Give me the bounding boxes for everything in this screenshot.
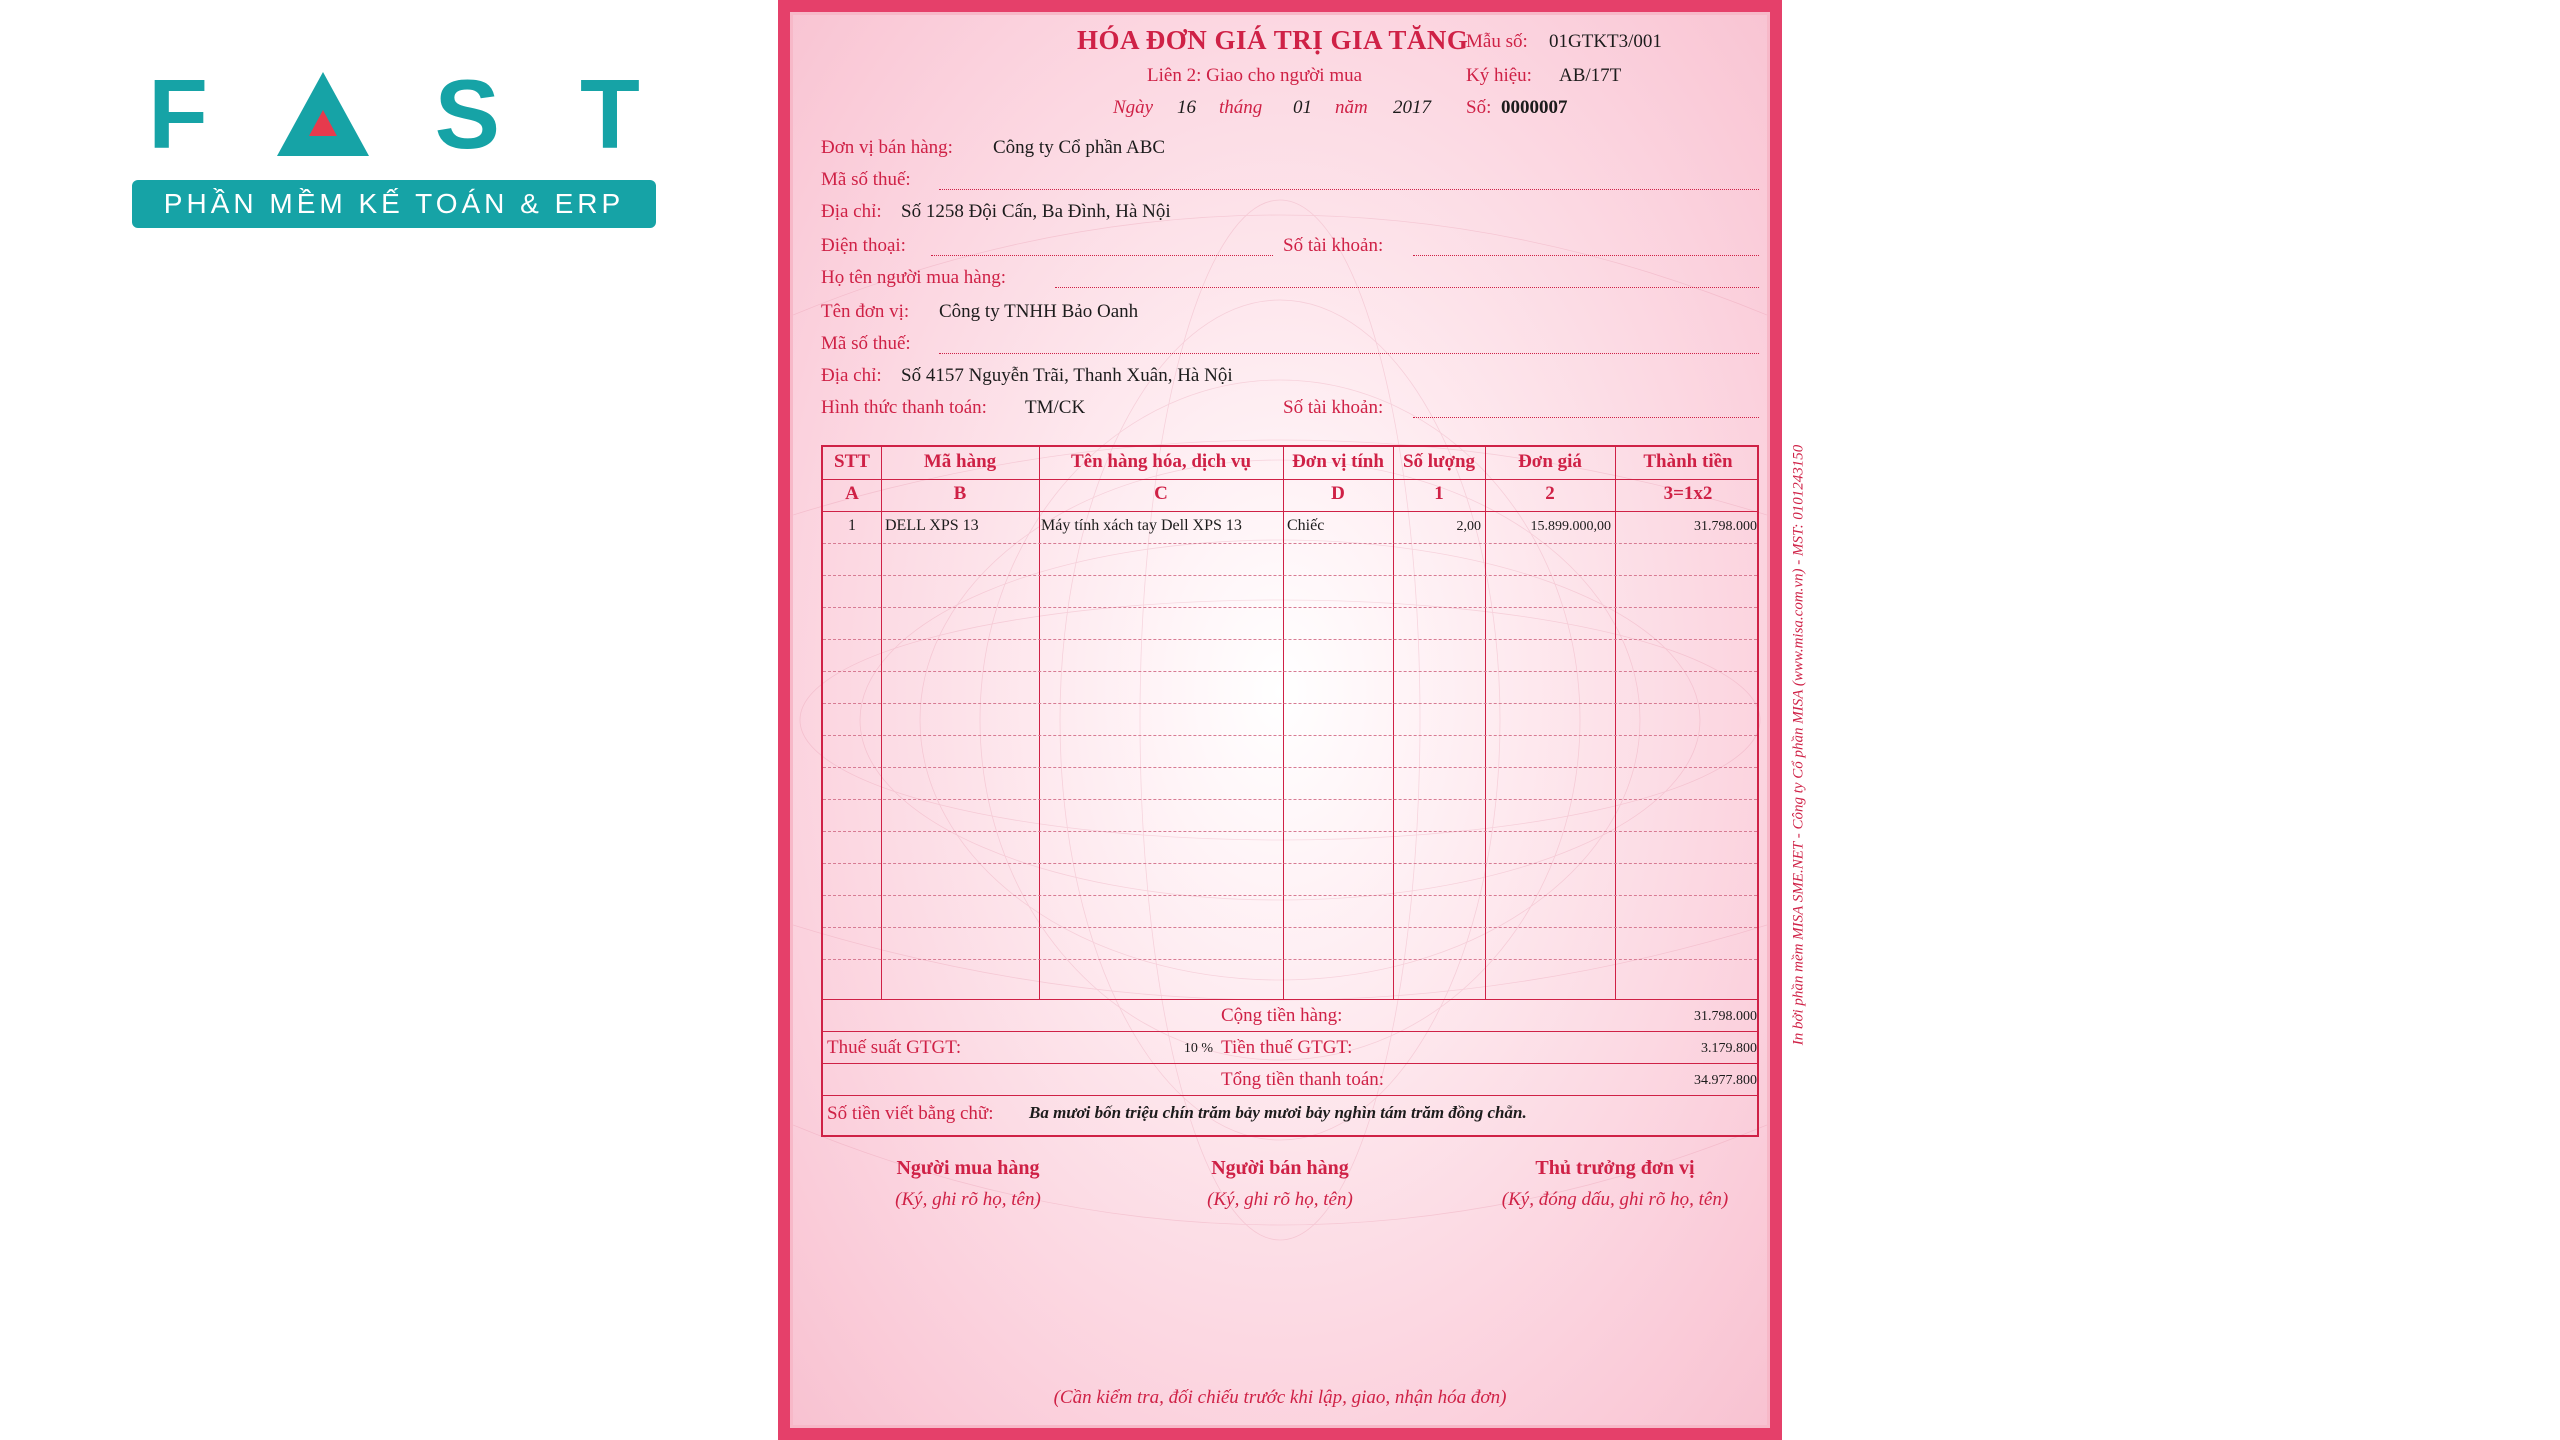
signature-director-title: Thủ trưởng đơn vị [1535,1157,1695,1179]
date-day: 16 [1177,97,1196,118]
copy-note: Liên 2: Giao cho người mua [1147,65,1363,86]
vat-value: 3.179.800 [1701,1041,1757,1056]
vat-label: Tiền thuế GTGT: [1221,1037,1353,1058]
logo-wordmark [132,59,656,169]
signature-buyer-title: Người mua hàng [896,1157,1040,1179]
buyer-payment-label: Hình thức thanh toán: [821,397,987,418]
signature-seller-title: Người bán hàng [1211,1157,1349,1179]
col-code-b: B [953,483,967,504]
row-code: DELL XPS 13 [885,517,979,534]
vat-rate-label: Thuế suất GTGT: [827,1037,962,1058]
signature-seller-note: (Ký, ghi rõ họ, tên) [1207,1189,1353,1210]
buyer-account-line [1413,417,1759,418]
subtotal-label: Cộng tiền hàng: [1221,1005,1343,1026]
fast-logo [132,59,656,230]
seller-tax-label: Mã số thuế: [821,169,911,190]
col-code-1: 1 [1434,483,1444,504]
symbol: AB/17T [1559,65,1622,86]
col-code-2: 2 [1545,483,1555,504]
col-header-price: Đơn giá [1518,451,1582,472]
date-month: 01 [1293,97,1312,118]
total-label: Tổng tiền thanh toán: [1221,1069,1385,1090]
buyer-address-label: Địa chỉ: [821,365,882,386]
buyer-unit: Công ty TNHH Bảo Oanh [939,301,1139,322]
col-header-qty: Số lượng [1402,451,1476,472]
seller-name: Công ty Cổ phần ABC [993,137,1166,158]
col-header-unit: Đơn vị tính [1292,451,1384,472]
seller-account-label: Số tài khoản: [1283,235,1384,256]
signature-director-note: (Ký, đóng dấu, ghi rõ họ, tên) [1501,1189,1729,1210]
printer-side-note-text: In bởi phần mềm MISA SME.NET - Công ty Cổ phần MISA (www.misa.com.vn) - MST: 0101243150 [1790,444,1807,1046]
buyer-payment: TM/CK [1025,397,1086,418]
row-price: 15.899.000,00 [1530,519,1611,534]
seller-name-label: Đơn vị bán hàng: [821,137,953,158]
row-qty: 2,00 [1456,519,1481,534]
symbol-label: Ký hiệu: [1466,65,1532,86]
buyer-address: Số 4157 Nguyễn Trãi, Thanh Xuân, Hà Nội [901,365,1233,386]
buyer-tax-line [939,353,1759,354]
invoice-number: 0000007 [1501,97,1568,118]
col-header-name: Tên hàng hóa, dịch vụ [1070,451,1252,472]
footer-note: (Cần kiểm tra, đối chiếu trước khi lập, giao, nhận hóa đơn) [1053,1387,1507,1408]
logo-tagline: PHẦN MỀM KẾ TOÁN & ERP [132,180,656,228]
amount-words-label: Số tiền viết bằng chữ: [827,1103,994,1124]
amount-words: Ba mươi bốn triệu chín trăm bảy mươi bảy nghìn tám trăm đồng chẵn. [1029,1103,1527,1122]
logo-letter-t: T [580,59,640,169]
col-code-3: 3=1x2 [1663,483,1713,504]
date-year-label: năm [1335,97,1368,118]
col-header-stt: STT [834,451,870,472]
seller-address-label: Địa chỉ: [821,201,882,222]
col-code-a: A [845,483,859,504]
col-header-amount: Thành tiền [1643,451,1733,472]
date-year: 2017 [1393,97,1431,118]
seller-phone-label: Điện thoại: [821,235,906,256]
col-code-c: C [1154,483,1168,504]
buyer-person-line [1055,287,1759,288]
seller-phone-line [931,255,1273,256]
form-no: 01GTKT3/001 [1549,31,1662,52]
row-name: Máy tính xách tay Dell XPS 13 [1041,517,1242,534]
total-value: 34.977.800 [1694,1073,1757,1088]
buyer-account-label: Số tài khoản: [1283,397,1384,418]
invoice-title: HÓA ĐƠN GIÁ TRỊ GIA TĂNG [1077,25,1469,55]
signature-buyer-note: (Ký, ghi rõ họ, tên) [895,1189,1041,1210]
col-code-d: D [1331,483,1345,504]
buyer-tax-label: Mã số thuế: [821,333,911,354]
row-stt: 1 [848,517,856,534]
row-unit: Chiếc [1287,517,1325,534]
col-header-code: Mã hàng [923,451,997,472]
items-table [821,445,1759,1137]
seller-account-line [1413,255,1759,256]
invoice-sheet [778,0,1782,1440]
printer-side-note [1788,360,1810,1130]
seller-tax-line [939,189,1759,190]
form-no-label: Mẫu số: [1466,31,1528,52]
vat-rate-value: 10 % [1183,1041,1213,1056]
seller-address: Số 1258 Đội Cấn, Ba Đình, Hà Nội [901,201,1171,222]
subtotal-value: 31.798.000 [1694,1009,1757,1024]
number-label: Số: [1466,97,1492,118]
row-amount: 31.798.000 [1694,519,1757,534]
logo-letter-s: S [434,59,500,169]
buyer-person-label: Họ tên người mua hàng: [821,267,1006,288]
invoice-body [790,12,1770,1428]
date-day-label: Ngày [1113,97,1154,118]
triangle-a-icon [275,70,371,158]
date-month-label: tháng [1219,97,1263,118]
logo-letter-f: F [148,59,208,169]
buyer-unit-label: Tên đơn vị: [821,301,910,322]
